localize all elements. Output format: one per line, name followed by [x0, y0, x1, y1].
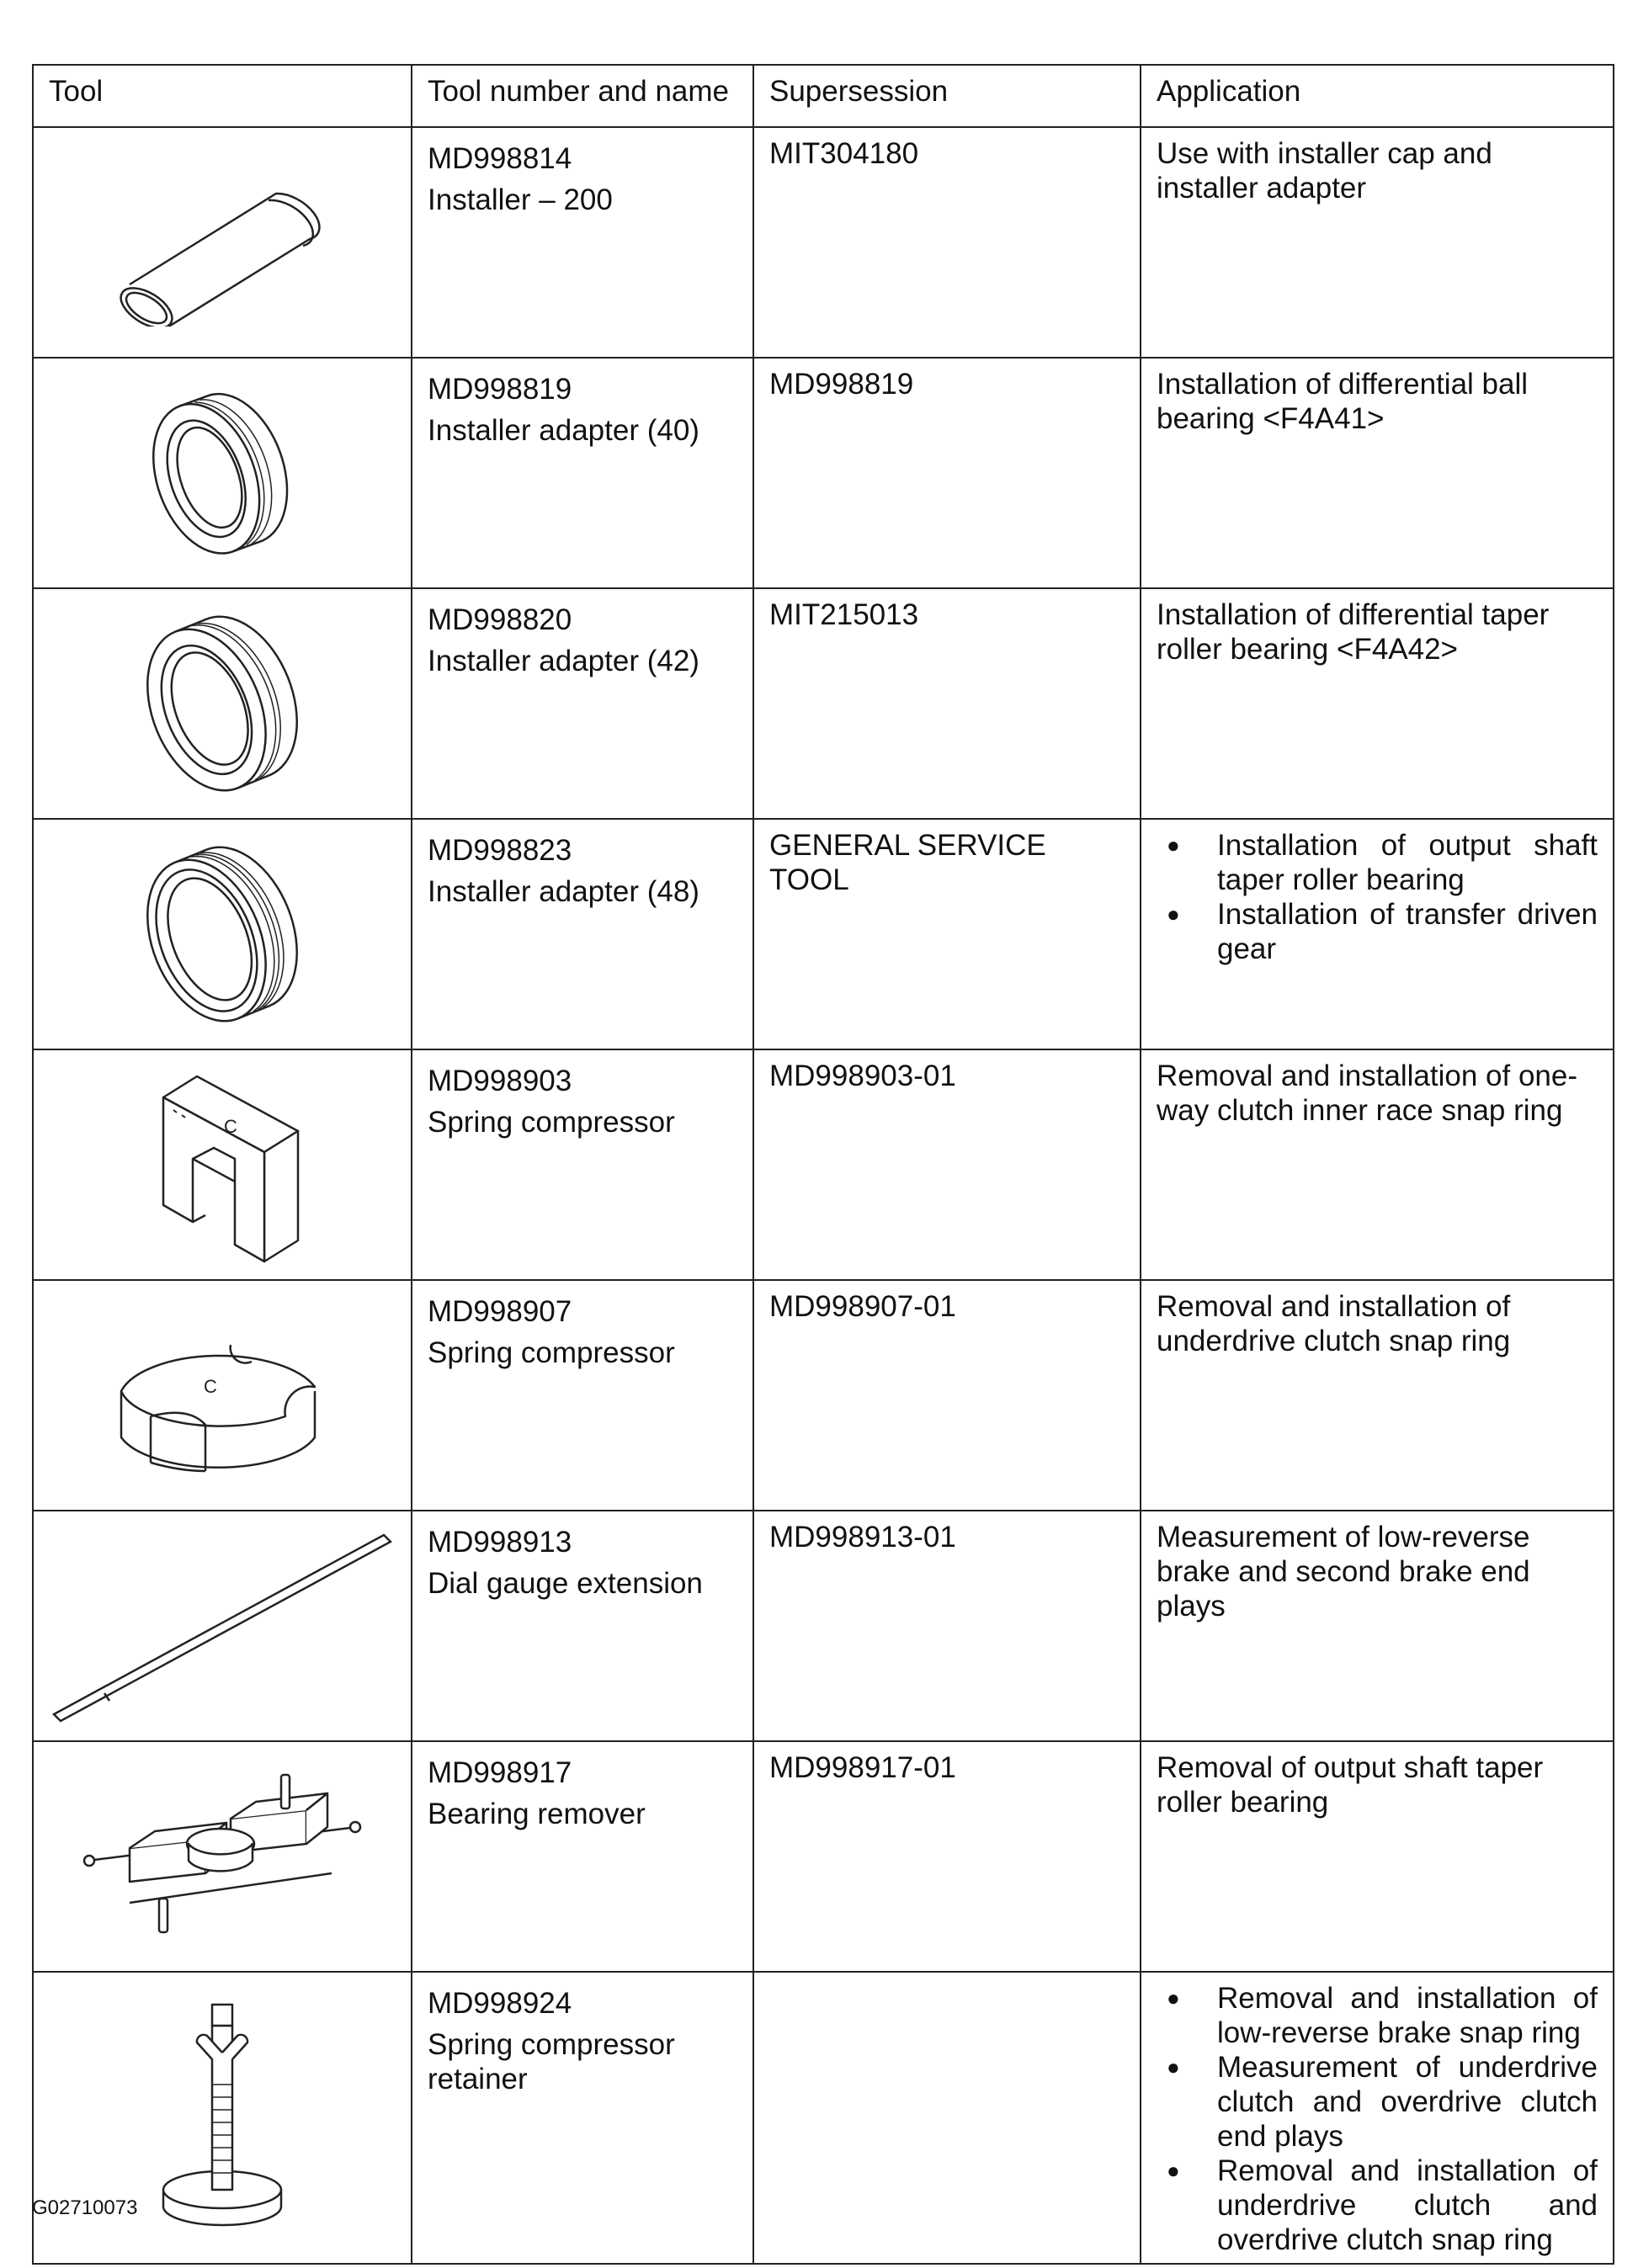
supersession-cell: MIT304180	[753, 127, 1141, 358]
installer-adapter-icon	[113, 831, 332, 1038]
table-row	[33, 1280, 1614, 1511]
tool-number-name-cell	[412, 358, 753, 588]
tool-name: Installer adapter (40)	[428, 414, 699, 447]
tool-number-name-cell	[412, 127, 753, 358]
application-list	[1157, 1981, 1598, 2257]
supersession-cell: MD998917-01	[753, 1741, 1141, 1972]
tool-image-cell	[33, 127, 412, 358]
tool-name: Installer adapter (42)	[428, 645, 699, 677]
supersession-cell: MD998903-01	[753, 1049, 1141, 1280]
header-supersession: Supersession	[753, 65, 1141, 127]
application-cell	[1141, 819, 1614, 1049]
table-row	[33, 1511, 1614, 1741]
tool-name: Dial gauge extension	[428, 1567, 703, 1600]
supersession-cell: MD998913-01	[753, 1511, 1141, 1741]
supersession-cell: MIT215013	[753, 588, 1141, 819]
table-row	[33, 819, 1614, 1049]
tool-image-cell	[33, 358, 412, 588]
list-item: ● Installation of transfer driven gear	[1217, 897, 1598, 966]
tool-name: Spring compressor retainer	[428, 2028, 675, 2095]
tool-number: MD998903	[428, 1065, 572, 1097]
application-cell: Removal and installation of one-way clutch inner race snap ring	[1141, 1049, 1614, 1280]
table-header-row	[33, 65, 1614, 127]
tool-number: MD998913	[428, 1526, 572, 1559]
tool-name: Spring compressor	[428, 1336, 675, 1369]
tool-name: Spring compressor	[428, 1106, 675, 1139]
table-row	[33, 127, 1614, 358]
header-tool: Tool	[33, 65, 412, 127]
tool-name: Bearing remover	[428, 1798, 646, 1830]
table-row	[33, 1741, 1614, 1972]
header-tool-number-and-name: Tool number and name	[412, 65, 753, 127]
svg-text:C: C	[204, 1376, 217, 1397]
installer-tube-icon	[96, 158, 348, 327]
svg-text:C: C	[224, 1116, 237, 1137]
table-row	[33, 1049, 1614, 1280]
tool-image-cell	[33, 1511, 412, 1741]
spring-compressor-block-icon	[130, 1064, 315, 1266]
application-cell: Installation of differential ball bearing <F4A41>	[1141, 358, 1614, 588]
table-row	[33, 1972, 1614, 2264]
tool-number: MD998820	[428, 603, 572, 636]
application-cell: Installation of differential taper roller bearing <F4A42>	[1141, 588, 1614, 819]
table-row	[33, 358, 1614, 588]
tool-name: Installer – 200	[428, 183, 613, 216]
tool-number-name-cell	[412, 588, 753, 819]
supersession-cell	[753, 1972, 1141, 2264]
list-item: ● Installation of output shaft taper roller bearing	[1217, 828, 1598, 897]
tool-number: MD998907	[428, 1295, 572, 1328]
tool-number-name-cell	[412, 819, 753, 1049]
installer-adapter-icon	[113, 601, 332, 807]
tool-image-cell	[33, 1280, 412, 1511]
tool-number-name-cell	[412, 1972, 753, 2264]
tool-image-cell	[33, 1741, 412, 1972]
tool-image-cell	[33, 588, 412, 819]
application-cell: Use with installer cap and installer adapter	[1141, 127, 1614, 358]
tool-image-cell	[33, 819, 412, 1049]
tool-image-cell	[33, 1049, 412, 1280]
bearing-remover-icon	[79, 1768, 365, 1945]
tool-number-name-cell	[412, 1280, 753, 1511]
list-item: ● Removal and installation of low-reverse brake snap ring	[1217, 1981, 1598, 2050]
header-application: Application	[1141, 65, 1614, 127]
list-item: ● Removal and installation of underdrive clutch and overdrive clutch snap ring	[1217, 2154, 1598, 2257]
application-cell	[1141, 1972, 1614, 2264]
application-cell: Measurement of low-reverse brake and second brake end plays	[1141, 1511, 1614, 1741]
application-cell: Removal of output shaft taper roller bearing	[1141, 1741, 1614, 1972]
supersession-cell: GENERAL SERVICE TOOL	[753, 819, 1141, 1049]
supersession-cell: MD998819	[753, 358, 1141, 588]
dial-gauge-extension-icon	[45, 1525, 399, 1727]
application-cell: Removal and installation of underdrive clutch snap ring	[1141, 1280, 1614, 1511]
tool-number: MD998819	[428, 373, 572, 406]
tool-name: Installer adapter (48)	[428, 875, 699, 908]
tool-number-name-cell	[412, 1511, 753, 1741]
tool-number: MD998814	[428, 142, 572, 175]
spring-compressor-retainer-icon	[138, 1992, 306, 2244]
tool-number: MD998924	[428, 1987, 572, 2020]
application-list	[1157, 828, 1598, 966]
spring-compressor-round-icon	[104, 1299, 340, 1492]
tool-number: MD998917	[428, 1756, 572, 1789]
supersession-cell: MD998907-01	[753, 1280, 1141, 1511]
tool-number-name-cell	[412, 1741, 753, 1972]
tool-number-name-cell	[412, 1049, 753, 1280]
list-item: ● Measurement of underdrive clutch and overdrive clutch end plays	[1217, 2050, 1598, 2154]
installer-adapter-icon	[121, 376, 323, 570]
figure-id: G02710073	[32, 2196, 138, 2219]
special-tools-table	[32, 64, 1614, 2265]
table-row	[33, 588, 1614, 819]
tool-number: MD998823	[428, 834, 572, 867]
